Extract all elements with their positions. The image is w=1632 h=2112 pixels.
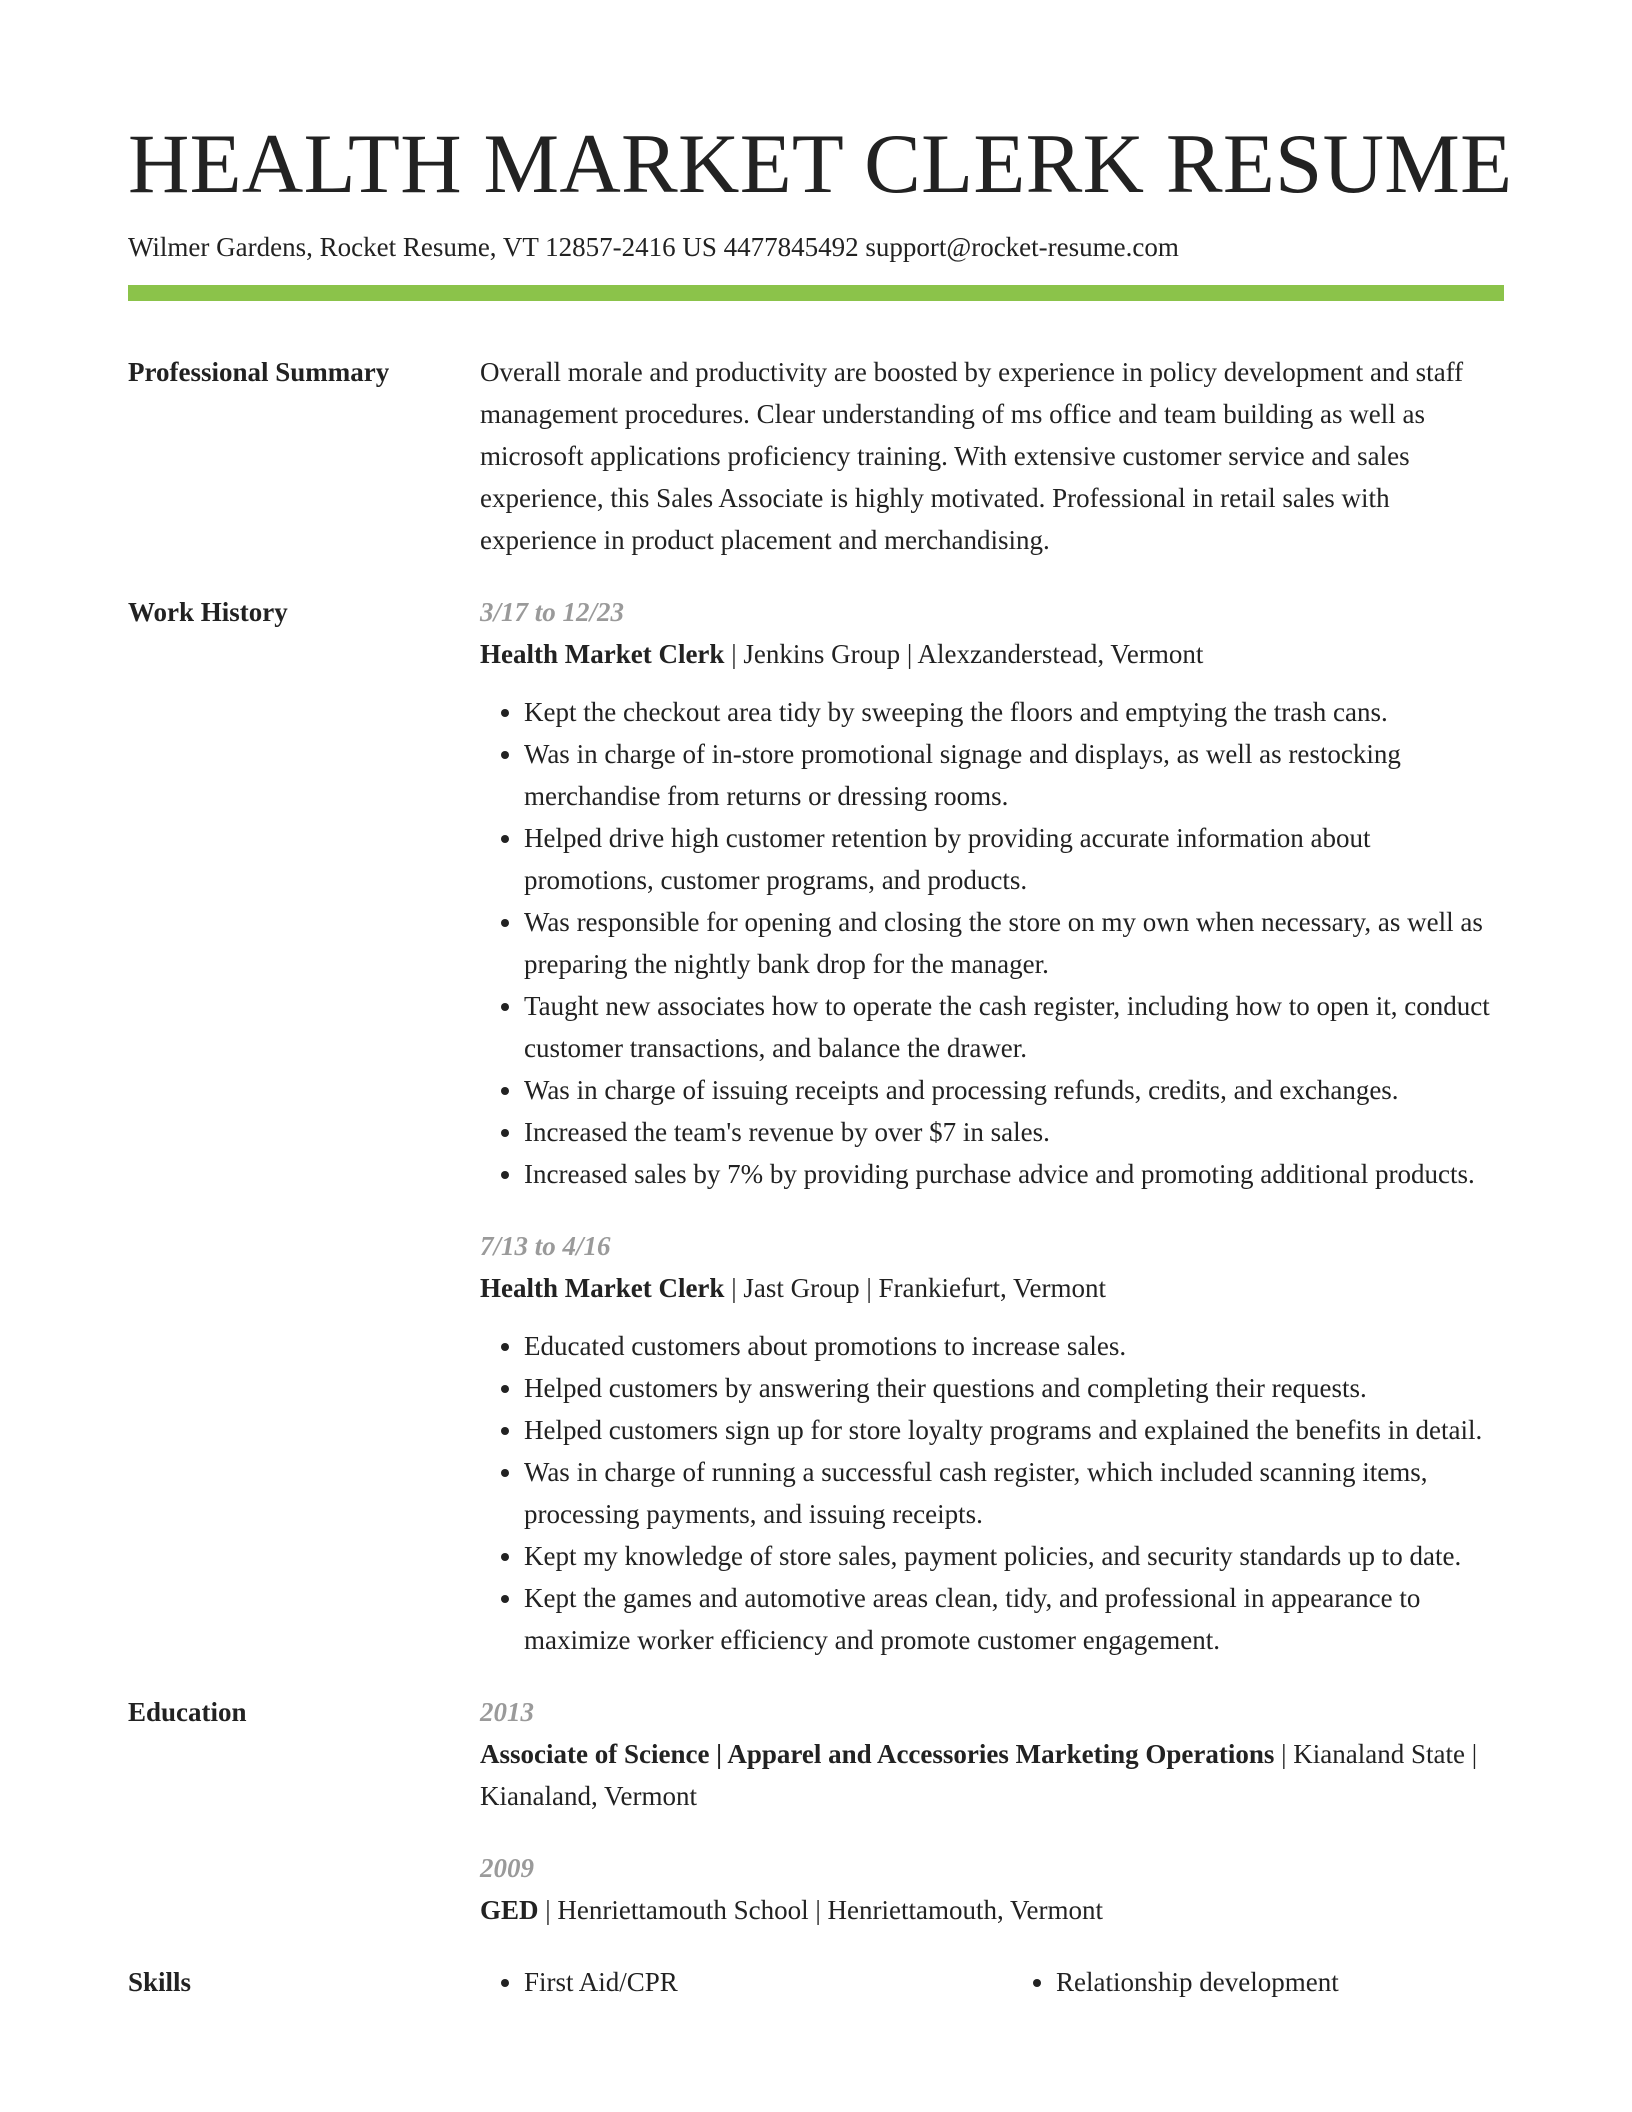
contact-address: Wilmer Gardens, Rocket Resume, VT 12857-2416 US <box>128 232 717 262</box>
education-degree: Associate of Science | Apparel and Accessories Marketing Operations <box>480 1739 1275 1770</box>
skills-column <box>1012 1961 1504 2003</box>
job-bullet: • Was in charge of running a successful cash register, which included scanning items, processing payments, and issuing receipts. <box>524 1451 1504 1535</box>
job-details: | Jast Group | Frankiefurt, Vermont <box>724 1273 1106 1304</box>
job-bullet: • Increased the team's revenue by over $7 in sales. <box>524 1111 1504 1153</box>
job-details: | Jenkins Group | Alexzanderstead, Vermont <box>724 639 1204 670</box>
job-entry <box>480 591 1504 1195</box>
section-label-education: Education <box>128 1697 247 1728</box>
job-heading <box>480 633 1504 675</box>
education-details: | Henriettamouth School | Henriettamouth, Vermont <box>538 1895 1103 1926</box>
contact-line <box>128 231 1504 263</box>
job-heading <box>480 1267 1504 1309</box>
job-bullet: • Kept my knowledge of store sales, payment policies, and security standards up to date. <box>524 1535 1504 1577</box>
job-bullet: • Helped customers sign up for store loyalty programs and explained the benefits in detail. <box>524 1409 1504 1451</box>
skills-section <box>128 1961 1504 2003</box>
job-bullet: • Kept the checkout area tidy by sweeping the floors and emptying the trash cans. <box>524 691 1504 733</box>
job-dates: 7/13 to 4/16 <box>480 1231 611 1262</box>
resume-title: HEALTH MARKET CLERK RESUME <box>128 117 1513 211</box>
job-entry <box>480 1225 1504 1661</box>
education-heading <box>480 1733 1504 1817</box>
skills-grid <box>480 1961 1504 2003</box>
section-label-summary: Professional Summary <box>128 357 390 388</box>
education-entry <box>480 1691 1504 1817</box>
skill-item: • First Aid/CPR <box>524 1961 972 2003</box>
education-year: 2013 <box>480 1697 534 1728</box>
job-bullet: • Helped customers by answering their questions and completing their requests. <box>524 1367 1504 1409</box>
job-bullet: • Was in charge of in-store promotional signage and displays, as well as restocking merchandise from returns or dressing rooms. <box>524 733 1504 817</box>
job-bullet: • Increased sales by 7% by providing purchase advice and promoting additional products. <box>524 1153 1504 1195</box>
summary-text: Overall morale and productivity are boosted by experience in policy development and staff management procedures. Clear understanding of ms office and team building as well as microsoft applications proficiency training. With extensive customer service and sales experience, this Sales Associate is highly motivated. Professional in retail sales with experience in product placement and merchandising. <box>480 357 1464 556</box>
job-bullet: • Taught new associates how to operate the cash register, including how to open it, conduct customer transactions, and balance the drawer. <box>524 985 1504 1069</box>
education-degree: GED <box>480 1895 539 1926</box>
job-dates: 3/17 to 12/23 <box>480 597 625 628</box>
work-history-section <box>128 591 1504 1661</box>
job-bullet: • Was responsible for opening and closing the store on my own when necessary, as well as preparing the nightly bank drop for the manager. <box>524 901 1504 985</box>
skills-column <box>480 1961 972 2003</box>
resume-page <box>128 0 1513 2003</box>
header-divider <box>128 285 1504 301</box>
summary-section <box>128 351 1504 561</box>
education-heading <box>480 1889 1504 1931</box>
job-bullets <box>480 1325 1504 1661</box>
job-bullets <box>480 691 1504 1195</box>
education-section <box>128 1691 1504 1931</box>
work-history-body <box>480 591 1504 1661</box>
job-bullet: • Educated customers about promotions to increase sales. <box>524 1325 1504 1367</box>
section-label-work-history: Work History <box>128 597 288 628</box>
education-details: | Kianaland State | Kianaland, Vermont <box>480 1739 1478 1812</box>
contact-phone: 4477845492 <box>723 232 859 262</box>
skills-body <box>480 1961 1504 2003</box>
job-title: Health Market Clerk <box>480 639 725 670</box>
education-year: 2009 <box>480 1853 534 1884</box>
job-bullet: • Kept the games and automotive areas clean, tidy, and professional in appearance to maximize worker efficiency and promote customer engagement. <box>524 1577 1504 1661</box>
job-bullet: • Helped drive high customer retention by providing accurate information about promotions, customer programs, and products. <box>524 817 1504 901</box>
job-title: Health Market Clerk <box>480 1273 725 1304</box>
job-bullet: • Was in charge of issuing receipts and processing refunds, credits, and exchanges. <box>524 1069 1504 1111</box>
section-label-skills: Skills <box>128 1967 192 1998</box>
contact-email[interactable]: support@rocket-resume.com <box>865 232 1179 262</box>
skill-item: • Relationship development <box>1056 1961 1504 2003</box>
education-entry <box>480 1847 1504 1931</box>
education-body <box>480 1691 1504 1931</box>
